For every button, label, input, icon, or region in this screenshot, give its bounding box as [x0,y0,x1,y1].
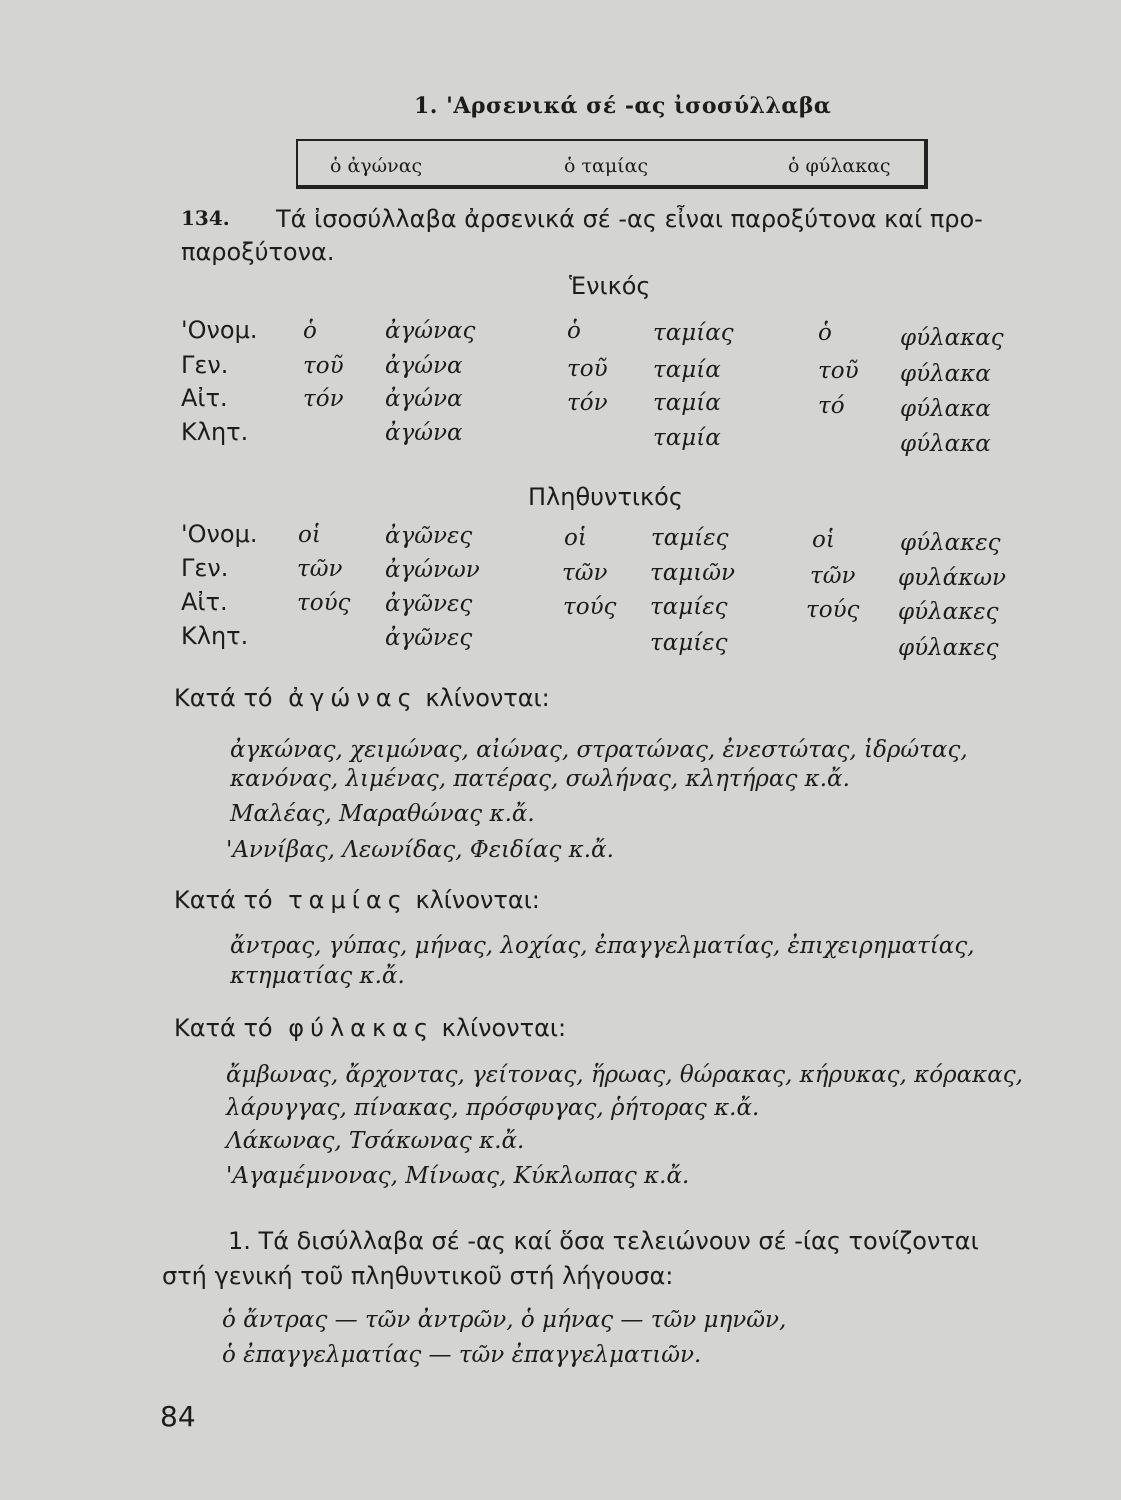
kata-suffix: κλίνονται: [441,1014,567,1042]
article: οἱ [298,522,321,548]
noun-form: ταμία [653,357,721,383]
noun-form: ταμίας [653,320,734,346]
article: τούς [563,594,617,620]
article: τούς [297,590,351,616]
note-line-1: 1. Τά δισύλλαβα σέ -ας καί ὅσα τελειώνουν σέ -ίας τονίζονται [228,1227,979,1255]
kata-tamias-heading [174,886,540,914]
noun-form: φύλακες [898,599,999,625]
noun-form: ταμιῶν [650,560,735,586]
paragraph-number: 134. [181,206,230,230]
note-example-2: ὁ ἐπαγγελματίας — τῶν ἐπαγγελματιῶν. [222,1342,702,1368]
box-item-agonas: ὁ ἀγώνας [330,155,423,177]
singular-label: Ἑνικός [569,272,651,300]
article: ὁ [567,318,581,344]
noun-form: ταμία [653,425,721,451]
article: ὁ [303,318,317,344]
article: τοῦ [567,356,608,382]
note-line-2: στή γενική τοῦ πληθυντικοῦ στή λήγουσα: [162,1262,674,1290]
case-label: Αἰτ. [181,384,228,412]
article: τῶν [562,560,608,586]
article: τό [818,393,845,419]
kata-suffix: κλίνονται: [425,684,550,712]
kata-agonas-heading [174,684,550,712]
article: τοῦ [303,353,344,379]
example-line: Μαλέας, Μαραθώνας κ.ἄ. [230,801,535,827]
example-line: ἀγκώνας, χειμώνας, αἰώνας, στρατώνας, ἐνεστώτας, ἱδρώτας, [230,737,968,763]
example-line: Λάκωνας, Τσάκωνας κ.ἄ. [226,1128,525,1154]
article: τόν [567,390,608,416]
article: τῶν [810,563,856,589]
article: οἱ [564,525,587,551]
article: ὁ [818,320,832,346]
case-label: 'Ονομ. [181,316,258,344]
noun-form: φύλακα [900,431,991,457]
kata-suffix: κλίνονται: [415,886,540,914]
noun-form: φύλακα [900,361,991,387]
case-label: Κλητ. [181,622,249,650]
noun-form: ταμίες [651,525,729,551]
example-line: ἄμβωνας, ἄρχοντας, γείτονας, ἥρωας, θώρακας, κήρυκας, κόρακας, [226,1062,1023,1088]
noun-form: ἀγώνα [385,386,463,412]
noun-form: ἀγώνων [385,557,480,583]
case-label: Αἰτ. [181,588,228,616]
box-item-fylakas: ὁ φύλακας [788,155,891,177]
kata-word: φύλακας [288,1014,435,1042]
kata-prefix: Κατά τό [174,886,273,914]
plural-label: Πληθυντικός [528,483,683,511]
example-line: κανόνας, λιμένας, πατέρας, σωλήνας, κλητήρας κ.ἄ. [230,766,850,792]
article: τῶν [297,556,343,582]
example-line: κτηματίας κ.ἄ. [230,963,405,989]
example-line: 'Αγαμέμνονας, Μίνωας, Κύκλωπας κ.ἄ. [226,1163,690,1189]
noun-form: φύλακας [900,325,1004,351]
note-example-1: ὁ ἄντρας — τῶν ἀντρῶν, ὁ μήνας — τῶν μηνῶν, [222,1307,787,1333]
box-item-tamias: ὁ ταμίας [564,155,649,177]
kata-word: ἀγώνας [288,684,418,712]
kata-prefix: Κατά τό [174,1014,273,1042]
example-line: ἄντρας, γύπας, μήνας, λοχίας, ἐπαγγελματίας, ἐπιχειρηματίας, [230,933,975,959]
noun-form: ταμίες [650,630,728,656]
article: τόν [303,386,344,412]
kata-prefix: Κατά τό [174,684,273,712]
article: τοῦ [818,358,859,384]
paragraph-line-1: Τά ἰσοσύλλαβα ἀρσενικά σέ -ας εἶναι παροξύτονα καί προ- [276,205,983,233]
noun-form: φύλακες [898,635,999,661]
noun-form: φυλάκων [898,565,1007,591]
page-number: 84 [160,1400,196,1433]
kata-word: ταμίας [288,886,408,914]
example-line: 'Αννίβας, Λεωνίδας, Φειδίας κ.ἄ. [226,837,614,863]
section-title: 1. 'Αρσενικά σέ -ας ἰσοσύλλαβα [414,93,832,119]
article: οἱ [812,527,835,553]
paragraph-line-2: παροξύτονα. [181,238,335,266]
paradigm-box [296,139,928,189]
noun-form: ταμίες [650,594,728,620]
kata-fylakas-heading [174,1014,566,1042]
noun-form: ἀγῶνες [385,625,473,651]
case-label: 'Ονομ. [181,520,258,548]
case-label: Γεν. [181,554,229,582]
noun-form: ἀγώνα [385,420,463,446]
noun-form: ἀγῶνες [385,591,473,617]
noun-form: φύλακες [900,530,1001,556]
example-line: λάρυγγας, πίνακας, πρόσφυγας, ῥήτορας κ.ἄ. [226,1095,760,1121]
case-label: Κλητ. [181,418,249,446]
noun-form: ἀγῶνες [385,523,473,549]
noun-form: φύλακα [900,396,991,422]
noun-form: ἀγώνα [385,353,463,379]
article: τούς [806,597,860,623]
case-label: Γεν. [181,351,229,379]
noun-form: ἀγώνας [385,318,476,344]
noun-form: ταμία [653,390,721,416]
